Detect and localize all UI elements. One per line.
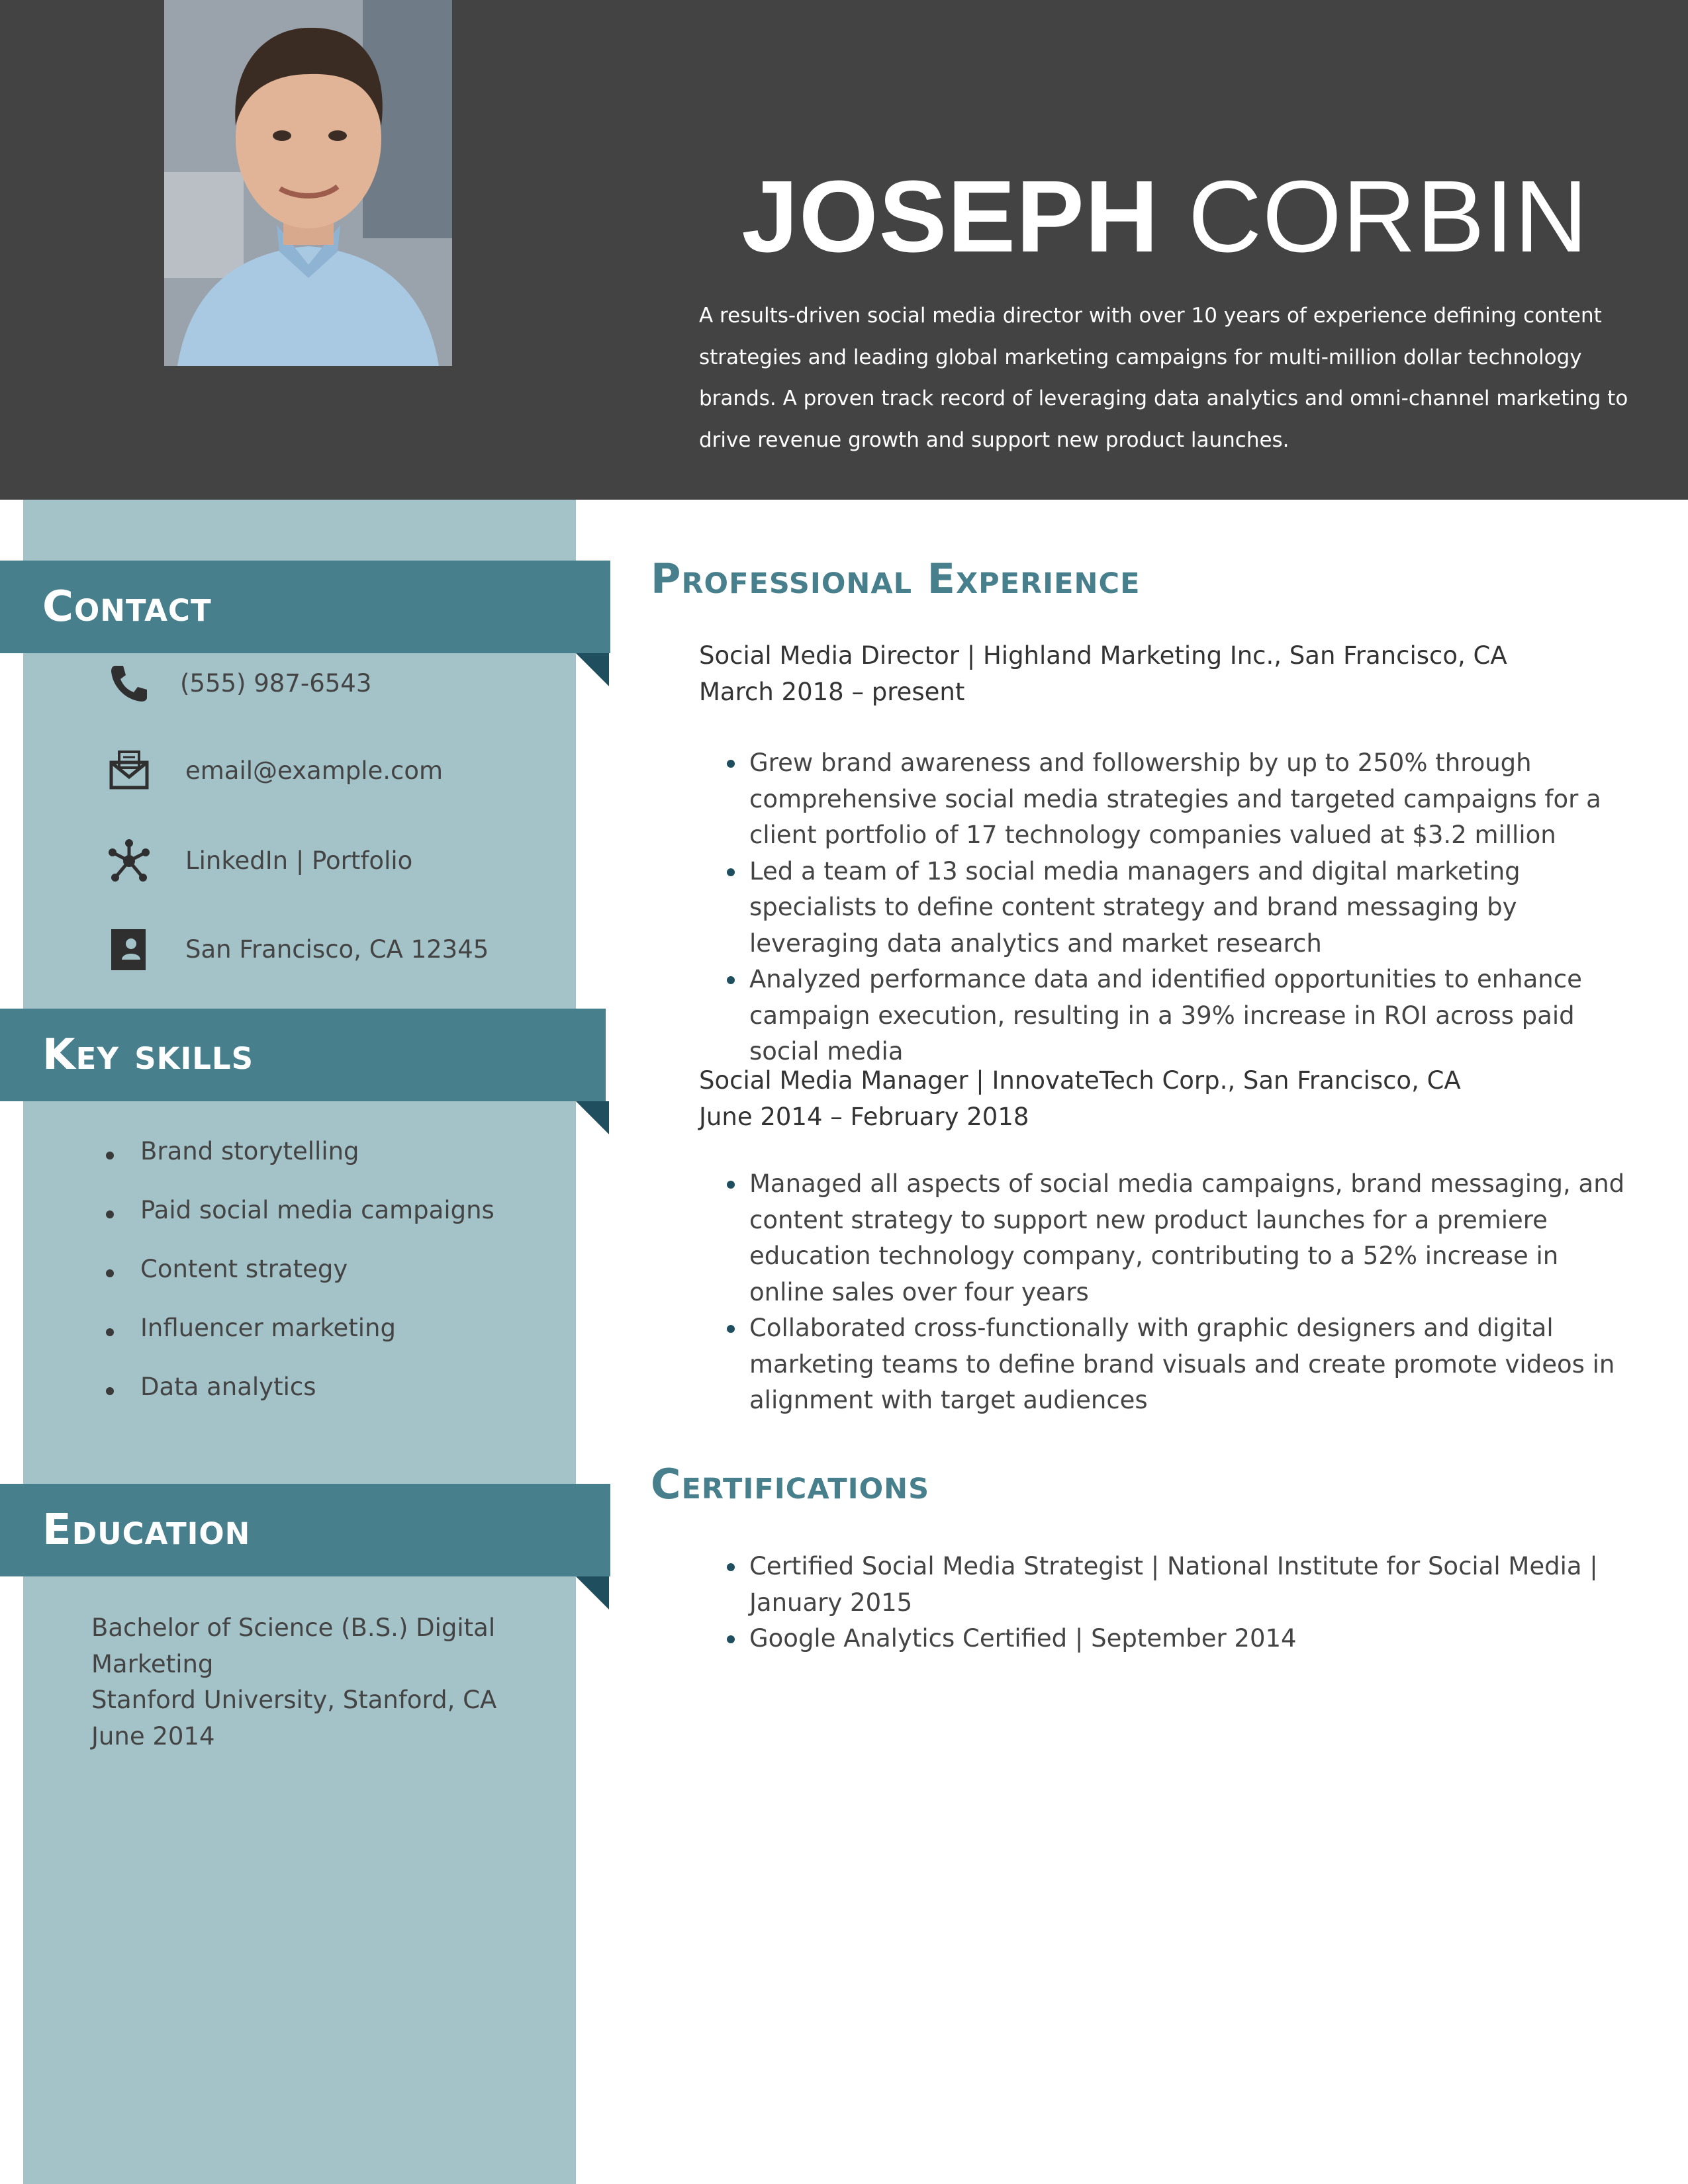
job-title: Social Media Director | Highland Marketing Inc., San Francisco, CA	[699, 641, 1507, 670]
job-dates: June 2014 – February 2018	[699, 1102, 1029, 1131]
experience-heading: Professional Experience	[651, 555, 1141, 603]
certifications-list	[749, 1549, 1636, 1657]
list-item: Managed all aspects of social media campaigns, brand messaging, and content strategy to support new product launches for a premiere education technology company, contributing to a 52% increase in online sales over four years	[749, 1166, 1636, 1310]
degree: Bachelor of Science (B.S.) Digital Marketing	[91, 1614, 496, 1678]
education-ribbon-fold	[576, 1576, 609, 1610]
skills-ribbon-fold	[576, 1101, 609, 1134]
phone-icon	[106, 660, 152, 707]
contact-ribbon-fold	[576, 653, 609, 686]
school: Stanford University, Stanford, CA	[91, 1686, 497, 1714]
job-1-bullets	[749, 745, 1636, 1070]
address-text: San Francisco, CA 12345	[185, 935, 489, 964]
list-item: Grew brand awareness and followership by up to 250% through comprehensive social media strategies and targeted campaigns for a client portfolio of 17 technology companies valued at $3.2 million	[749, 745, 1636, 854]
contact-heading: Contact	[0, 561, 610, 653]
envelope-icon	[106, 748, 152, 794]
job-dates: March 2018 – present	[699, 677, 965, 706]
education-details	[91, 1610, 502, 1754]
list-item: Collaborated cross-functionally with graphic designers and digital marketing teams to define brand visuals and create promote videos in alignment with target audiences	[749, 1310, 1636, 1419]
graduation-date: June 2014	[91, 1721, 215, 1751]
job-1-header	[699, 638, 1507, 710]
certifications-heading: Certifications	[651, 1460, 930, 1508]
list-item: Certified Social Media Strategist | National Institute for Social Media | January 2015	[749, 1549, 1636, 1621]
phone-number[interactable]: (555) 987-6543	[180, 669, 372, 698]
email-link[interactable]: email@example.com	[185, 756, 444, 785]
job-2-header	[699, 1063, 1461, 1135]
list-item: Led a team of 13 social media managers and digital marketing specialists to define content strategy and brand messaging by leveraging data analytics and market research	[749, 854, 1636, 962]
profile-summary: A results-driven social media director with over 10 years of experience defining content strategies and leading global marketing campaigns for multi-million dollar technology brands. A proven track record of leveraging data analytics and omni-channel marketing to drive revenue growth and support new product launches.	[699, 304, 1628, 452]
first-name: JOSEPH	[741, 159, 1160, 273]
network-icon	[106, 838, 152, 884]
linkedin-portfolio-links[interactable]: LinkedIn | Portfolio	[185, 846, 413, 875]
list-item: Analyzed performance data and identified opportunities to enhance campaign execution, resulting in a 39% increase in ROI across paid social media	[749, 962, 1636, 1070]
address-book-icon	[106, 927, 152, 973]
list-item: Google Analytics Certified | September 2014	[749, 1621, 1636, 1657]
header-banner	[0, 0, 1688, 500]
job-2-bullets	[749, 1166, 1636, 1419]
education-heading: Education	[0, 1484, 610, 1576]
last-name: CORBIN	[1188, 159, 1589, 273]
profile-photo	[164, 0, 452, 366]
candidate-name	[669, 154, 1662, 279]
job-title: Social Media Manager | InnovateTech Corp., San Francisco, CA	[699, 1066, 1461, 1095]
skills-heading: Key skills	[0, 1009, 606, 1101]
